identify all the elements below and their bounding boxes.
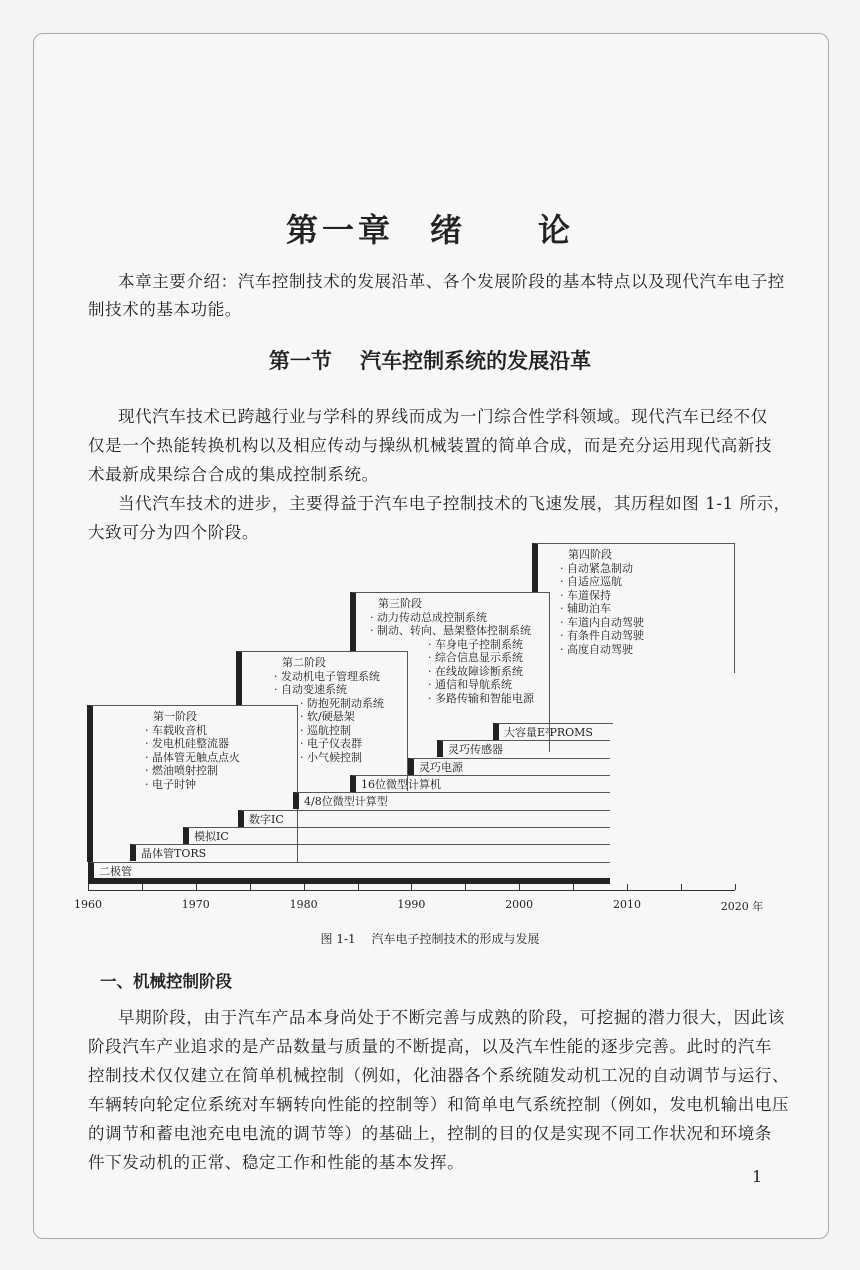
milestone-step: 4/8位微型计算型: [293, 792, 610, 809]
axis-tick: [681, 884, 682, 890]
stage-item: · 车道保持: [560, 588, 611, 602]
axis-tick: [735, 884, 736, 890]
stage-title: 第四阶段: [568, 548, 612, 561]
axis-label: 1980: [289, 898, 318, 911]
para1-line: 仅是一个热能转换机构以及相应传动与操纵机械装置的简单合成，而是充分运用现代高新技: [88, 436, 772, 455]
axis-tick: [411, 884, 412, 890]
milestone-step: 晶体管TORS: [130, 844, 610, 861]
milestone-step: 大容量E²PROMS: [493, 723, 613, 740]
axis-tick: [573, 884, 574, 890]
stage-item: · 辅助泊车: [560, 602, 611, 615]
milestone-step: 数字IC: [238, 810, 610, 827]
stage-item: · 发电机硅整流器: [145, 737, 229, 750]
section-title: 第一节 汽车控制系统的发展沿革: [268, 348, 592, 373]
para3-line: 控制技术仅仅建立在简单机械控制（例如，化油器各个系统随发动机工况的自动调节与运行、: [88, 1066, 790, 1085]
stage-title: 第二阶段: [282, 656, 326, 669]
axis-tick: [358, 884, 359, 890]
milestone-step: 灵巧电源: [408, 758, 610, 775]
stage-title: 第一阶段: [153, 710, 197, 723]
axis-tick: [465, 884, 466, 890]
para1-line: 术最新成果综合合成的集成控制系统。: [88, 465, 379, 484]
stage-item: · 车道内自动驾驶: [560, 615, 644, 629]
axis-label: 1970: [181, 898, 210, 911]
para3-line: 的调节和蓄电池充电电流的调节等）的基础上，控制的目的仅是实现不同工作状况和环境条: [88, 1124, 772, 1143]
para3-line: 车辆转向轮定位系统对车辆转向性能的控制等）和简单电气系统控制（例如，发电机输出电压: [88, 1095, 790, 1114]
milestone-step: 二极管: [88, 862, 610, 879]
axis-tick: [519, 884, 520, 890]
intro-line: 制技术的基本功能。: [88, 300, 242, 319]
axis-tick: [304, 884, 305, 890]
time-axis: [88, 890, 735, 891]
stage-item: · 综合信息显示系统: [428, 651, 523, 664]
axis-tick: [142, 884, 143, 890]
stage-item: · 制动、转向、悬架整体控制系统: [370, 624, 531, 637]
intro-line: 本章主要介绍：汽车控制技术的发展沿革、各个发展阶段的基本特点以及现代汽车电子控: [118, 272, 785, 291]
para2-line: 当代汽车技术的进步，主要得益于汽车电子控制技术的飞速发展，其历程如图 1-1 所示，: [118, 494, 791, 513]
subheading: 一、机械控制阶段: [100, 972, 232, 991]
axis-tick: [627, 884, 628, 890]
stage-item: · 巡航控制: [300, 723, 351, 737]
stage-item: · 发动机电子管理系统: [274, 669, 380, 683]
axis-label: 1960: [74, 898, 102, 911]
axis-tick: [88, 884, 89, 890]
stage-title: 第三阶段: [378, 597, 422, 610]
stage-item: · 有条件自动驾驶: [560, 629, 644, 642]
stage-item: · 车载收音机: [145, 723, 207, 737]
stage-item: · 通信和导航系统: [428, 678, 512, 691]
page-number: 1: [752, 1167, 763, 1186]
para2-line: 大致可分为四个阶段。: [88, 523, 259, 542]
stage-item: · 多路传输和智能电源: [428, 691, 534, 705]
chapter-title: 第一章 绪 论: [285, 211, 574, 249]
timeline-base-bar: [88, 878, 610, 884]
axis-label: 2000: [505, 898, 534, 911]
stage-item: · 自动变速系统: [274, 683, 347, 696]
stage-item: · 自动紧急制动: [560, 561, 633, 575]
milestone-step: 灵巧传感器: [437, 740, 610, 757]
stage-item: · 防抱死制动系统: [300, 696, 384, 710]
stage-item: · 动力传动总成控制系统: [370, 610, 487, 624]
axis-tick: [196, 884, 197, 890]
stage-item: · 自适应巡航: [560, 575, 622, 588]
para3-line: 阶段汽车产业追求的是产品数量与质量的不断提高，以及汽车性能的逐步完善。此时的汽车: [88, 1037, 772, 1056]
figure-caption: 图 1-1 汽车电子控制技术的形成与发展: [320, 932, 540, 946]
axis-label: 1990: [397, 898, 426, 911]
para1-line: 现代汽车技术已跨越行业与学科的界线而成为一门综合性学科领域。现代汽车已经不仅: [118, 407, 768, 426]
stage-box: [532, 543, 735, 673]
axis-label: 2010: [613, 898, 641, 911]
para3-line: 件下发动机的正常、稳定工作和性能的基本发挥。: [88, 1153, 465, 1172]
para3-line: 早期阶段，由于汽车产品本身尚处于不断完善与成熟的阶段，可挖掘的潜力很大，因此该: [118, 1008, 785, 1027]
milestone-step: 模拟IC: [183, 827, 610, 844]
stage-item: · 晶体管无触点点火: [145, 750, 240, 764]
stage-item: · 车身电子控制系统: [428, 637, 523, 651]
stage-item: · 电子时钟: [145, 777, 196, 791]
stage-item: · 电子仪表群: [300, 737, 362, 750]
stage-item: · 燃油喷射控制: [145, 764, 218, 777]
stage-item: · 高度自动驾驶: [560, 642, 633, 656]
stage-item: · 小气候控制: [300, 750, 362, 764]
axis-tick: [250, 884, 251, 890]
milestone-step: 16位微型计算机: [350, 775, 610, 792]
stage-item: · 在线故障诊断系统: [428, 664, 523, 678]
axis-label: 2020 年: [720, 900, 764, 913]
stage-item: · 软/硬悬架: [300, 710, 355, 723]
